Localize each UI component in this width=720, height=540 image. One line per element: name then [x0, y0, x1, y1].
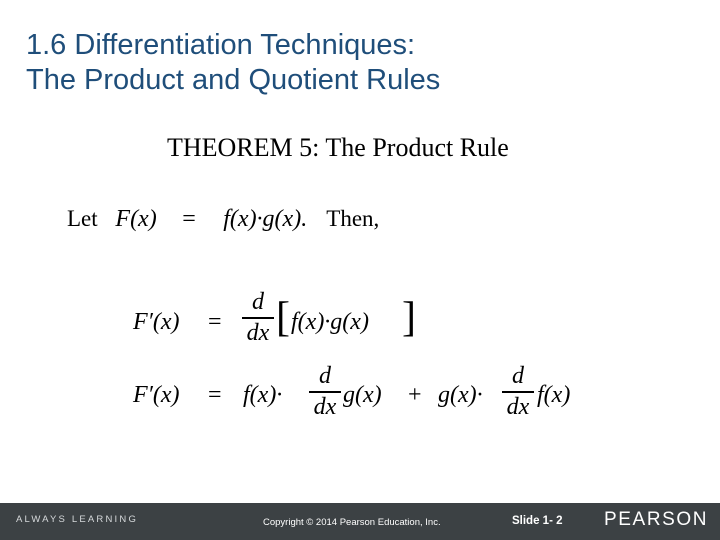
eq2-term2-d-numerator: d: [512, 363, 524, 389]
let-then: Then,: [326, 206, 380, 231]
eq2-term2-factor: g(x)·: [438, 382, 483, 408]
eq2-term2-fraction-bar: [502, 391, 534, 393]
eq2-equals: =: [208, 382, 222, 408]
footer-bar: [0, 503, 720, 540]
eq2-term2-derivative-operator: [502, 364, 534, 419]
let-equals: =: [182, 206, 196, 232]
slide-title-line-1: 1.6 Differentiation Techniques:: [26, 29, 416, 61]
eq2-term2-d-denominator: dx: [506, 393, 530, 420]
slide-number: Slide 1- 2: [512, 515, 563, 527]
eq2-plus: +: [408, 382, 422, 408]
footer-copyright: Copyright © 2014 Pearson Education, Inc.: [263, 517, 441, 528]
eq1-inner: f(x)·g(x): [291, 309, 369, 335]
eq1-lhs: F′(x): [133, 309, 180, 335]
footer-tagline: ALWAYS LEARNING: [16, 514, 139, 525]
eq1-left-bracket: [: [276, 295, 290, 341]
eq2-term1-fraction-bar: [309, 391, 341, 393]
eq2-term2-arg: f(x): [537, 382, 571, 408]
eq2-lhs: F′(x): [133, 382, 180, 408]
eq1-equals: =: [208, 309, 222, 335]
eq2-term1-factor: f(x)·: [243, 382, 283, 408]
theorem-heading: THEOREM 5: The Product Rule: [167, 133, 509, 162]
eq2-term1-d-numerator: d: [319, 363, 331, 389]
let-word: Let: [67, 206, 98, 231]
let-rhs: f(x)·g(x).: [223, 206, 308, 232]
pearson-logo: PEARSON: [604, 509, 709, 530]
eq1-right-bracket: ]: [402, 295, 416, 341]
eq2-term1-derivative-operator: [309, 364, 341, 419]
slide-title-line-2: The Product and Quotient Rules: [26, 64, 441, 96]
eq1-d-numerator: d: [252, 289, 264, 315]
eq2-term1-arg: g(x): [343, 382, 382, 408]
eq2-term1-d-denominator: dx: [313, 393, 337, 420]
let-lhs: F(x): [115, 206, 157, 232]
eq1-d-denominator: dx: [246, 319, 270, 346]
